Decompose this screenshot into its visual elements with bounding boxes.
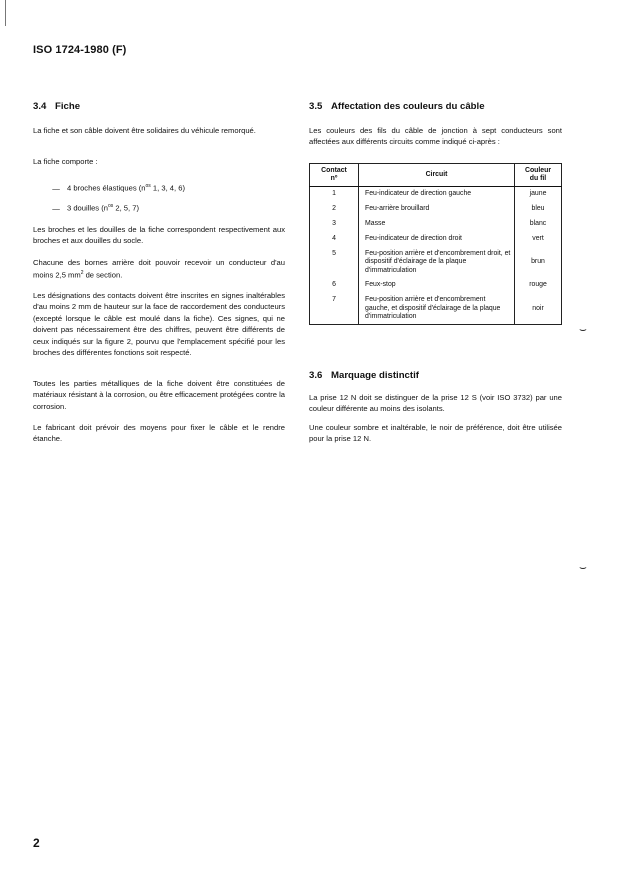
color-cell: bleu: [515, 202, 562, 217]
contact-cell: 5: [310, 247, 359, 278]
section-3-4-paragraph-6: Toutes les parties métalliques de la fiche doivent être constituées de matériaux résistant à la corrosion, ou être efficacement protégées contre la corrosion.: [33, 379, 285, 411]
section-3-5-intro: Les couleurs des fils du câble de jonction à sept conducteurs sont affectées aux différents circuits comme indiqué ci-après :: [309, 126, 562, 147]
circuit-cell: Masse: [359, 217, 515, 232]
section-title: Fiche: [55, 101, 81, 112]
circuit-cell: Feu-indicateur de direction gauche: [359, 187, 515, 203]
list-item: — 3 douilles ($n^{os}$ 2, 5, 7): [45, 201, 297, 214]
section-title: Affectation des couleurs du câble: [331, 101, 485, 112]
table-row: [310, 293, 562, 325]
header-circuit: Circuit: [359, 164, 515, 187]
header-color: Couleur du fil: [515, 164, 562, 187]
header-contact: Contact nº: [310, 164, 359, 187]
section-3-4-paragraph-2: La fiche comporte :: [33, 157, 98, 166]
table-row: [310, 217, 562, 232]
list-item: — 4 broches élastiques ($n^{os}$ 1, 3, 4, 6): [45, 181, 297, 194]
scan-edge-line: [5, 0, 6, 26]
section-3-6-paragraph-2: Une couleur sombre et inaltérable, le noir de préférence, doit être utilisée pour la prise 12 N.: [309, 423, 562, 444]
section-title: Marquage distinctif: [331, 370, 419, 381]
circuit-cell: Feu-arrière brouillard: [359, 202, 515, 217]
table-row: [310, 202, 562, 217]
section-3-4-heading: [33, 101, 285, 112]
section-number: 3.4: [33, 101, 47, 112]
table-row: [310, 247, 562, 278]
color-cell: brun: [515, 247, 562, 278]
section-3-6-paragraph-1: La prise 12 N doit se distinguer de la prise 12 S (voir ISO 3732) par une couleur différente au moins des isolants.: [309, 393, 562, 414]
color-cell: rouge: [515, 278, 562, 293]
list-dash: —: [52, 203, 60, 213]
circuit-cell: Feu-position arrière et d'encombrement droit, et dispositif d'éclairage de la plaque d'immatriculation: [359, 247, 515, 278]
contact-cell: 3: [310, 217, 359, 232]
circuit-cell: Feu-position arrière et d'encombrement gauche, et dispositif d'éclairage de la plaque d'immatriculation: [359, 293, 515, 325]
circuit-cell: Feux-stop: [359, 278, 515, 293]
contact-cell: 7: [310, 293, 359, 325]
margin-mark: ⌣: [579, 560, 587, 574]
section-3-4-paragraph-1: La fiche et son câble doivent être solidaires du véhicule remorqué.: [33, 126, 256, 135]
wire-color-table: [309, 163, 562, 325]
table-header-row: [310, 164, 562, 187]
table-row: [310, 278, 562, 293]
section-3-4-paragraph-5: Les désignations des contacts doivent être inscrites en signes inaltérables d'au moins 2 mm de hauteur sur la face de raccordement des conducteurs (excepté lorsque le câble est moulé dans la fiche). Ces signes, qui ne doivent pas nécessairement être des chiffres, peuvent être différents de ceux indiqués sur la figure 2, pourvu que l'emplacement spécifié pour les broches des différentes fonctions soit respecté.: [33, 291, 285, 358]
section-number: 3.6: [309, 370, 323, 381]
color-cell: jaune: [515, 187, 562, 203]
contact-cell: 1: [310, 187, 359, 203]
section-3-5-heading: [309, 101, 562, 112]
section-3-4-paragraph-7: Le fabricant doit prévoir des moyens pour fixer le câble et le rendre étanche.: [33, 423, 285, 444]
color-cell: vert: [515, 232, 562, 247]
contact-cell: 4: [310, 232, 359, 247]
contact-cell: 2: [310, 202, 359, 217]
section-number: 3.5: [309, 101, 323, 112]
document-header: ISO 1724-1980 (F): [33, 44, 127, 56]
list-dash: —: [52, 183, 60, 193]
page-number: 2: [33, 836, 40, 850]
color-cell: noir: [515, 293, 562, 325]
circuit-cell: Feu-indicateur de direction droit: [359, 232, 515, 247]
color-cell: blanc: [515, 217, 562, 232]
table-row: [310, 232, 562, 247]
margin-mark: ⌣: [579, 322, 587, 336]
section-3-4-paragraph-3: Les broches et les douilles de la fiche correspondent respectivement aux broches et aux douilles du socle.: [33, 225, 285, 246]
section-3-4-paragraph-4: Chacune des bornes arrière doit pouvoir recevoir un conducteur d'au moins 2,5 $mm^2$ de section.: [33, 258, 285, 280]
contact-cell: 6: [310, 278, 359, 293]
table-row: [310, 187, 562, 203]
section-3-6-heading: [309, 370, 562, 381]
